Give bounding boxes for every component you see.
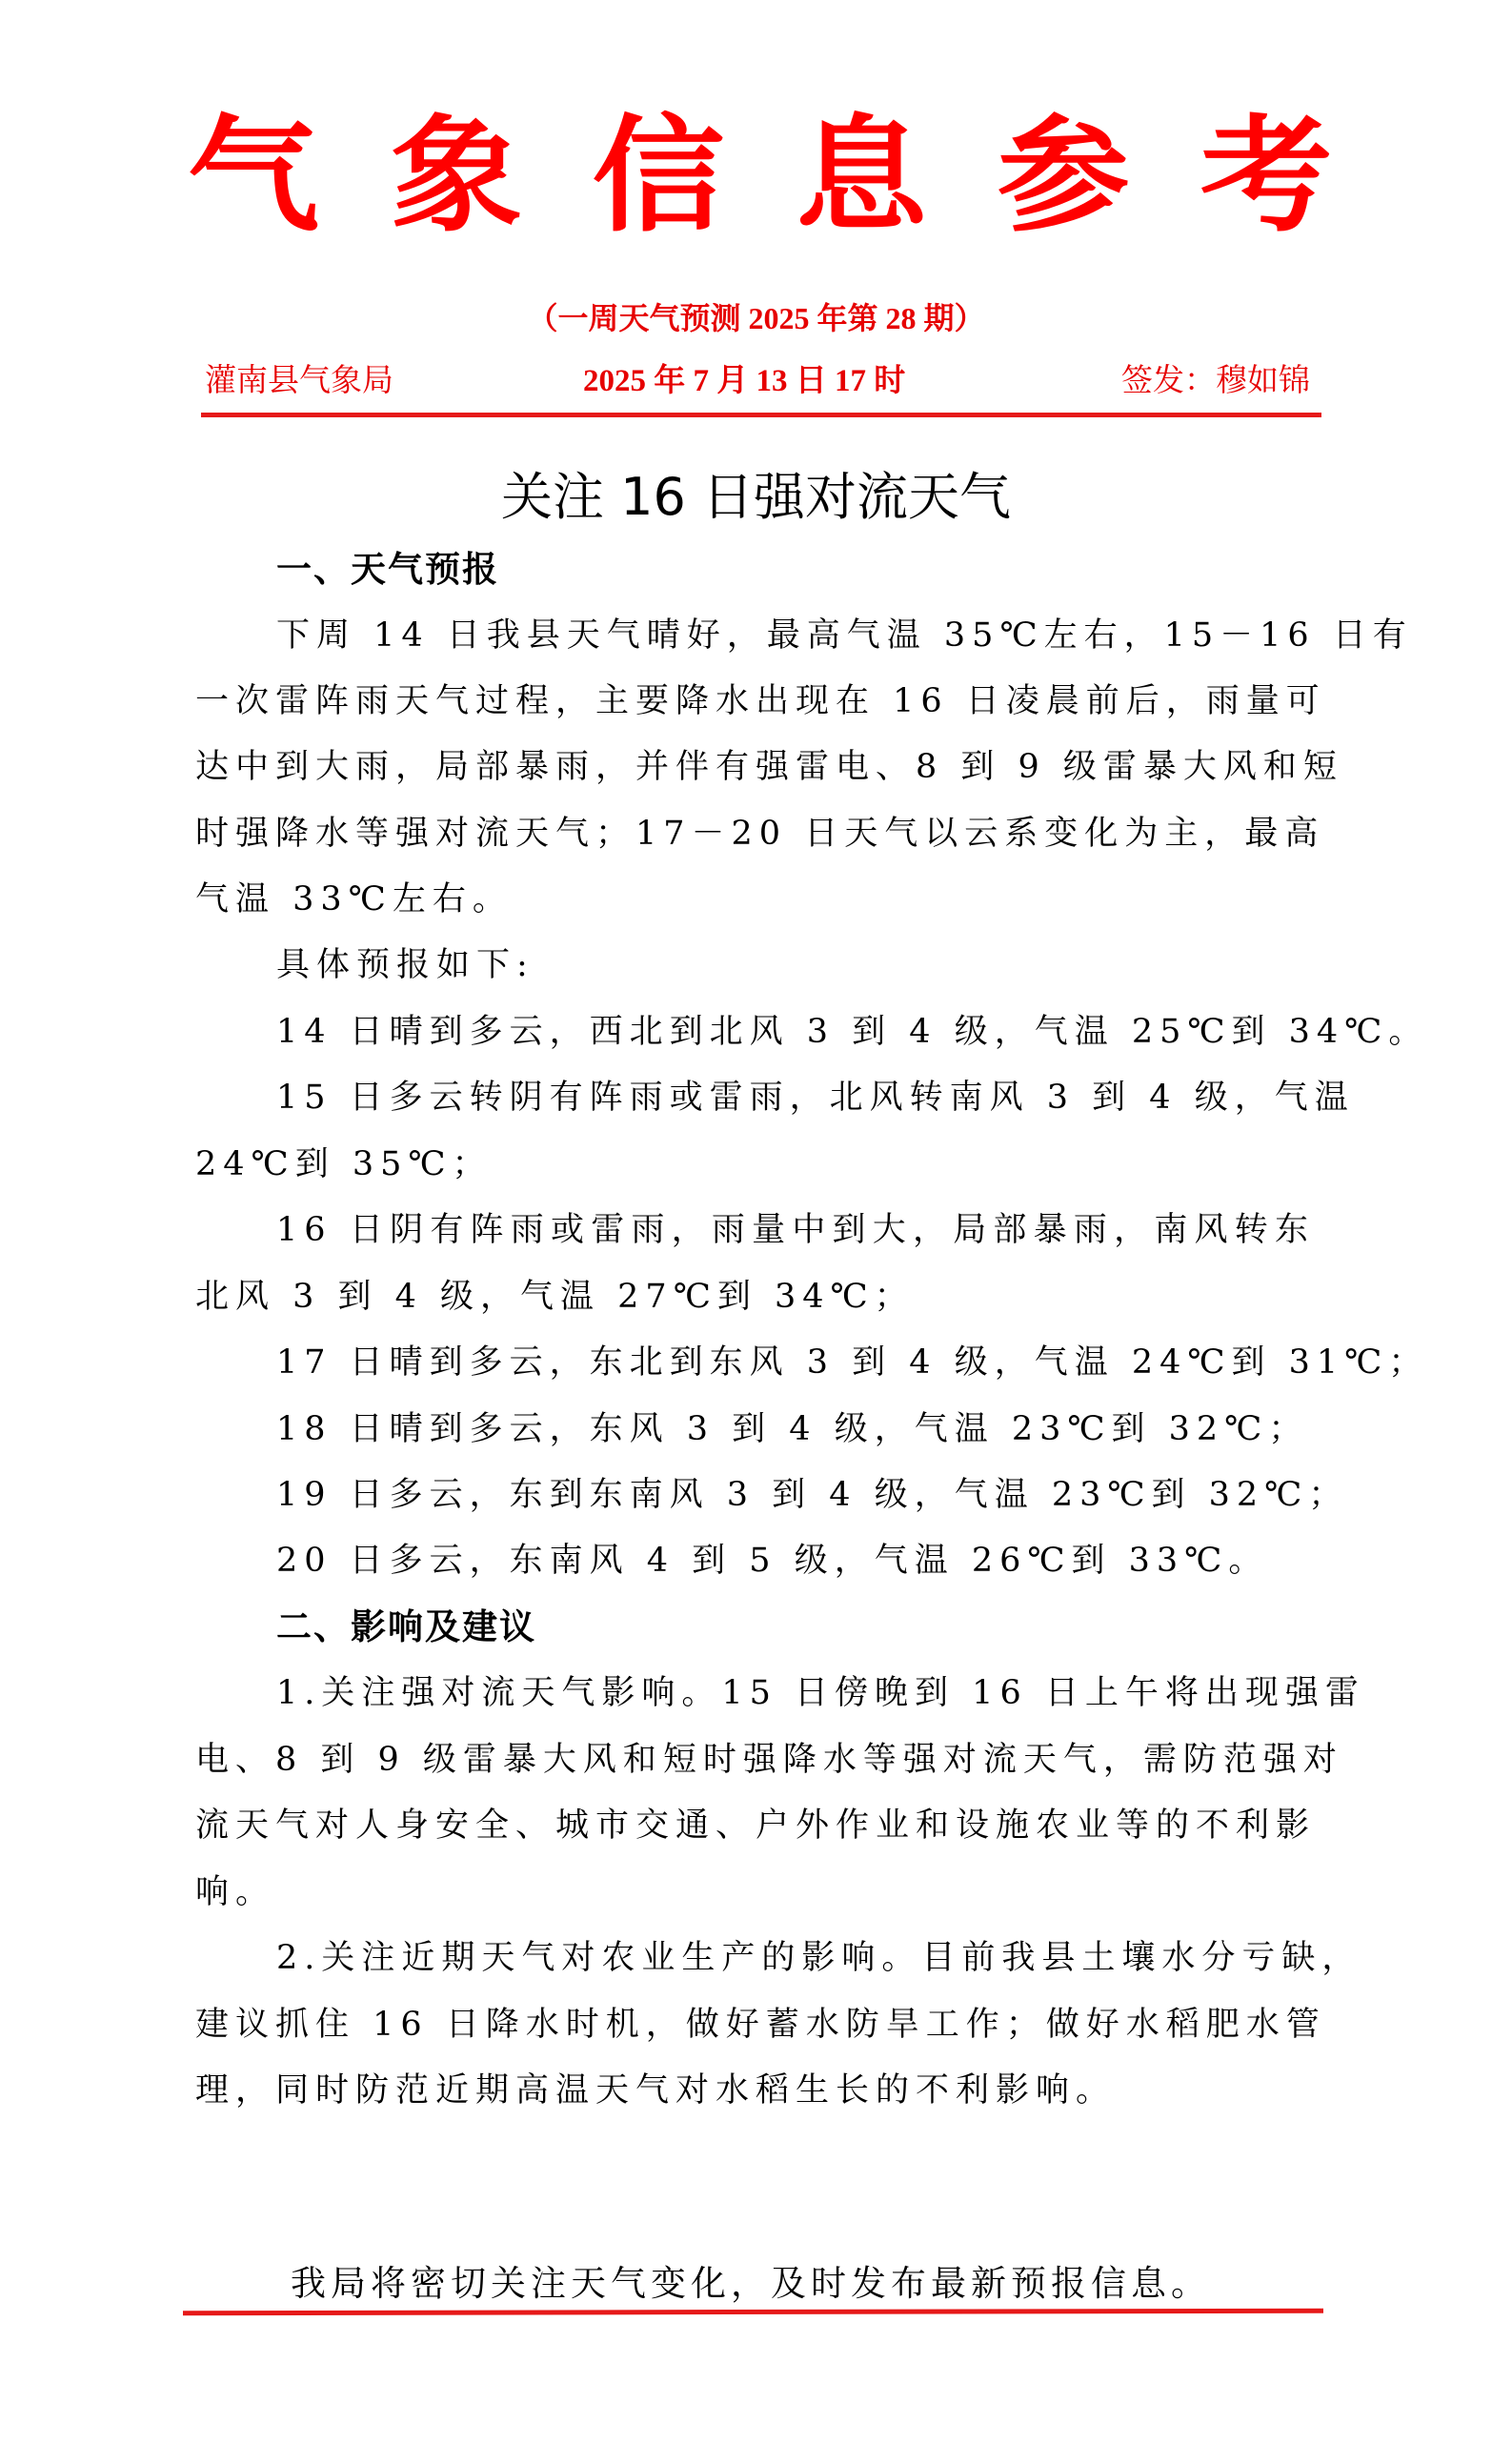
advice-1-line: 1.关注强对流天气影响。15 日傍晚到 16 日上午将出现强雷 — [276, 1674, 1365, 1712]
masthead-title — [187, 103, 1333, 250]
daily-forecast-17: 17 日晴到多云，东北到东风 3 到 4 级，气温 24℃到 31℃； — [276, 1343, 1429, 1382]
issue-subtitle: （一周天气预测 2025 年第 28 期） — [527, 301, 985, 335]
advice-1-line: 流天气对人身安全、城市交通、户外作业和设施农业等的不利影 — [195, 1807, 1317, 1845]
signed-by: 签发：穆如锦 — [1121, 364, 1310, 398]
header-divider — [201, 413, 1321, 417]
masthead-char: 气 — [187, 103, 320, 250]
daily-forecast-15-cont: 24℃到 35℃； — [195, 1145, 493, 1183]
detail-intro: 具体预报如下: — [276, 946, 534, 984]
daily-forecast-19: 19 日多云，东到东南风 3 到 4 级，气温 23℃到 32℃； — [276, 1476, 1349, 1514]
masthead-char: 参 — [998, 103, 1130, 250]
masthead-char: 象 — [390, 103, 522, 250]
document-title: 关注 16 日强对流天气 — [500, 467, 1012, 527]
daily-forecast-18: 18 日晴到多云，东风 3 到 4 级，气温 23℃到 32℃； — [276, 1410, 1309, 1448]
masthead-char: 息 — [795, 103, 928, 250]
paragraph-line: 气温 33℃左右。 — [195, 880, 513, 919]
masthead-char: 信 — [592, 103, 725, 250]
paragraph-line: 一次雷阵雨天气过程，主要降水出现在 16 日凌晨前后，雨量可 — [195, 682, 1326, 720]
daily-forecast-16: 16 日阴有阵雨或雷雨，雨量中到大，局部暴雨，南风转东 — [276, 1211, 1315, 1249]
daily-forecast-15: 15 日多云转阴有阵雨或雷雨，北风转南风 3 到 4 级，气温 — [276, 1079, 1355, 1117]
daily-forecast-20: 20 日多云，东南风 4 到 5 级，气温 26℃到 33℃。 — [276, 1542, 1269, 1580]
section-heading-forecast: 一、天气预报 — [276, 549, 499, 590]
advice-2-line: 建议抓住 16 日降水时机，做好蓄水防旱工作；做好水稻肥水管 — [195, 2006, 1326, 2044]
footer-note: 我局将密切关注天气变化，及时发布最新预报信息。 — [291, 2263, 1211, 2304]
paragraph-line: 时强降水等强对流天气；17－20 日天气以云系变化为主，最高 — [195, 815, 1325, 853]
advice-1-line: 电、8 到 9 级雷暴大风和短时强降水等强对流天气，需防范强对 — [195, 1741, 1343, 1779]
issue-datetime: 2025 年 7 月 13 日 17 时 — [583, 364, 906, 398]
section-heading-impact: 二、影响及建议 — [276, 1606, 536, 1647]
advice-2-line: 理，同时防范近期高温天气对水稻生长的不利影响。 — [195, 2071, 1117, 2110]
masthead-char: 考 — [1200, 103, 1333, 250]
footer-divider — [183, 2309, 1323, 2316]
advice-1-line: 响。 — [195, 1873, 276, 1911]
daily-forecast-16-cont: 北风 3 到 4 级，气温 27℃到 34℃； — [195, 1278, 915, 1316]
daily-forecast-14: 14 日晴到多云，西北到北风 3 到 4 级，气温 25℃到 34℃。 — [276, 1013, 1429, 1051]
issuer-label: 灌南县气象局 — [205, 364, 393, 398]
paragraph-line: 下周 14 日我县天气晴好，最高气温 35℃左右，15－16 日有 — [276, 616, 1413, 655]
meta-row — [205, 362, 1310, 400]
advice-2-line: 2.关注近期天气对农业生产的影响。目前我县土壤水分亏缺， — [276, 1939, 1362, 1977]
paragraph-line: 达中到大雨，局部暴雨，并伴有强雷电、8 到 9 级雷暴大风和短 — [195, 748, 1343, 786]
